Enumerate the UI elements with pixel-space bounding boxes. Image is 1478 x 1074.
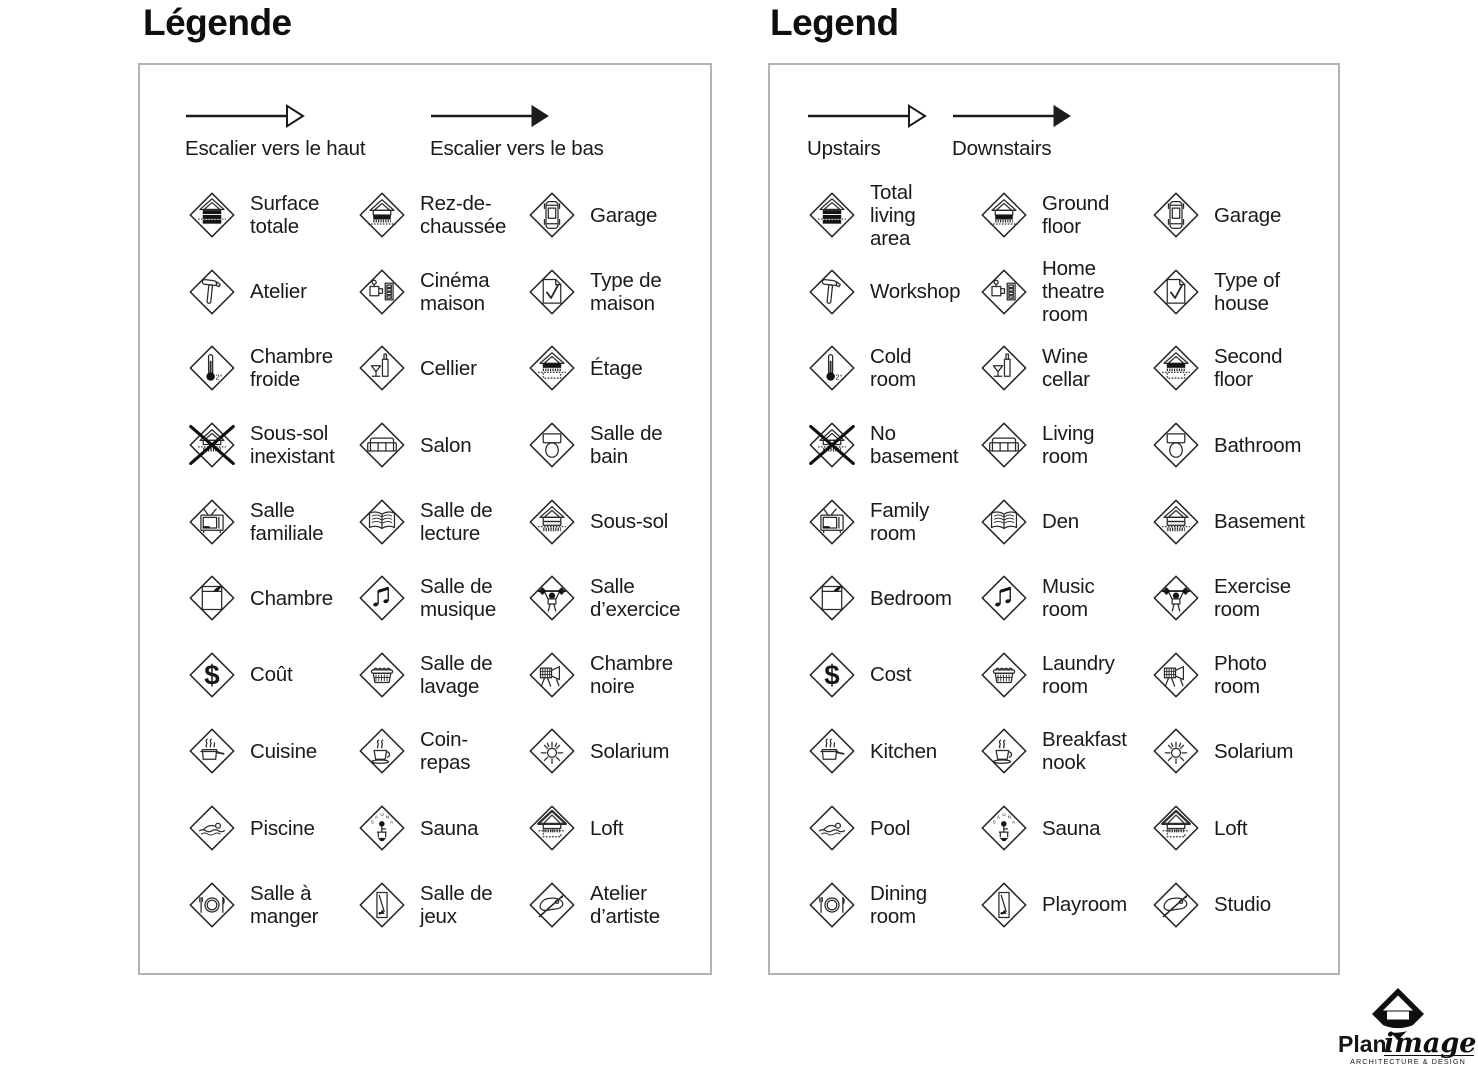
legend-entry-label: Cellier	[420, 356, 477, 380]
legend-entry-label: Cuisine	[250, 739, 317, 763]
sauna-icon	[980, 804, 1028, 852]
legend-entry	[808, 421, 980, 469]
legend-entry-label: Salle de jeux	[420, 881, 493, 928]
legend-entry-label: Exercise room	[1214, 575, 1292, 622]
logo-brand-italic: image	[1384, 1028, 1477, 1059]
living-room-icon	[980, 421, 1028, 469]
legend-entry	[808, 344, 980, 392]
stairs-up-arrow-item	[807, 103, 927, 161]
dining-room-icon	[188, 881, 236, 929]
legend-entry	[528, 344, 710, 392]
legend-entry-label: Cold room	[870, 345, 916, 392]
stairs-down-arrow-item	[952, 103, 1072, 161]
legend-row	[770, 790, 1338, 867]
dining-room-icon	[808, 881, 856, 929]
legend-entry	[358, 574, 528, 622]
legend-entry	[980, 421, 1152, 469]
legend-entry	[1152, 727, 1338, 775]
stairs-up-arrow-label: Escalier vers le haut	[185, 137, 366, 160]
legend-entry	[1152, 421, 1338, 469]
legend-entry	[358, 498, 528, 546]
total-living-area-icon	[188, 191, 236, 239]
legend-entry	[358, 191, 528, 239]
legend-entry	[528, 727, 710, 775]
legend-entry	[980, 574, 1152, 622]
legend-entry-label: Salle de lavage	[420, 651, 493, 698]
legend-rows	[140, 177, 710, 943]
svg-text:$: $	[204, 659, 220, 691]
legend-row	[140, 790, 710, 867]
legend-row	[770, 637, 1338, 714]
legend-entry	[528, 881, 710, 929]
legend-entry	[808, 268, 980, 316]
solarium-icon	[1152, 727, 1200, 775]
legend-entry-label: Cost	[870, 663, 912, 687]
pool-icon	[808, 804, 856, 852]
legend-panel-english	[768, 63, 1340, 975]
stairs-up-arrow-label: Upstairs	[807, 137, 881, 160]
legend-row	[140, 254, 710, 331]
den-icon	[980, 498, 1028, 546]
legend-entry	[1152, 498, 1338, 546]
legend-entry-label: Cinéma maison	[420, 268, 490, 315]
stairs-up-arrow-icon	[185, 103, 305, 129]
page-title-english: Legend	[770, 2, 899, 43]
legend-entry-label: Salle de lecture	[420, 498, 493, 545]
legend-entry-label: Salle à manger	[250, 881, 319, 928]
legend-entry	[808, 804, 980, 852]
legend-row	[770, 330, 1338, 407]
legend-entry-label: Laundry room	[1042, 651, 1115, 698]
music-room-icon	[358, 574, 406, 622]
legend-entry	[528, 651, 710, 699]
legend-entry-label: Ground floor	[1042, 192, 1110, 239]
legend-entry-label: Type of house	[1214, 268, 1280, 315]
cost-icon	[188, 651, 236, 699]
legend-entry	[808, 498, 980, 546]
legend-entry-label: Bedroom	[870, 586, 952, 610]
exercise-room-icon	[1152, 574, 1200, 622]
legend-entry	[808, 651, 980, 699]
stairs-down-arrow-label: Escalier vers le bas	[430, 137, 604, 160]
studio-icon	[1152, 881, 1200, 929]
legend-entry	[1152, 268, 1338, 316]
legend-entry	[528, 191, 710, 239]
legend-entry	[358, 268, 528, 316]
legend-entry-label: Atelier	[250, 280, 307, 304]
svg-text:N: N	[1007, 814, 1012, 820]
legend-entry-label: Music room	[1042, 575, 1095, 622]
legend-entry	[358, 651, 528, 699]
cost-icon	[808, 651, 856, 699]
family-room-icon	[808, 498, 856, 546]
legend-entry-label: Chambre	[250, 586, 333, 610]
legend-entry-label: Atelier d’artiste	[590, 881, 660, 928]
legend-entry-label: Pool	[870, 816, 911, 840]
bedroom-icon	[808, 574, 856, 622]
legend-entry	[188, 881, 358, 929]
legend-entry	[808, 181, 980, 250]
legend-row	[770, 713, 1338, 790]
legend-entry-label: Playroom	[1042, 893, 1127, 917]
legend-entry	[188, 574, 358, 622]
legend-entry-label: Rez-de- chaussée	[420, 192, 507, 239]
svg-text:S: S	[370, 819, 374, 825]
garage-icon	[528, 191, 576, 239]
legend-entry-label: Bathroom	[1214, 433, 1302, 457]
svg-text:A: A	[1011, 819, 1016, 825]
legend-panel-french	[138, 63, 712, 975]
legend-entry-label: Chambre noire	[590, 651, 673, 698]
music-room-icon	[980, 574, 1028, 622]
wine-cellar-icon	[980, 344, 1028, 392]
stairs-up-arrow-icon	[807, 103, 927, 129]
loft-icon	[528, 804, 576, 852]
legend-entry-label: Salle d’exercice	[590, 575, 681, 622]
workshop-icon	[188, 268, 236, 316]
legend-entry-label: Breakfast nook	[1042, 728, 1127, 775]
ground-floor-icon	[358, 191, 406, 239]
legend-entry-label: Second floor	[1214, 345, 1283, 392]
stair-arrows-group	[140, 103, 710, 177]
legend-entry-label: Home theatre room	[1042, 257, 1105, 327]
legend-entry	[188, 191, 358, 239]
legend-entry-label: Solarium	[590, 739, 670, 763]
page-title-french: Légende	[143, 2, 292, 43]
legend-entry	[980, 498, 1152, 546]
svg-text:A: A	[389, 819, 394, 825]
laundry-room-icon	[980, 651, 1028, 699]
legend-entry-label: Garage	[1214, 203, 1282, 227]
legend-entry-label: Basement	[1214, 510, 1305, 534]
second-floor-icon	[1152, 344, 1200, 392]
legend-entry-label: Sous-sol	[590, 510, 669, 534]
legend-row	[140, 637, 710, 714]
home-theatre-icon	[980, 268, 1028, 316]
legend-entry-label: Loft	[590, 816, 624, 840]
planimage-logo	[1336, 984, 1478, 1074]
legend-entry	[1152, 574, 1338, 622]
photo-room-icon	[528, 651, 576, 699]
bathroom-icon	[528, 421, 576, 469]
legend-entry	[358, 421, 528, 469]
legend-entry-label: Solarium	[1214, 739, 1294, 763]
kitchen-icon	[188, 727, 236, 775]
photo-room-icon	[1152, 651, 1200, 699]
legend-row	[770, 407, 1338, 484]
svg-text:2°: 2°	[215, 373, 223, 383]
legend-row	[770, 483, 1338, 560]
cold-room-icon	[808, 344, 856, 392]
stairs-down-arrow-label: Downstairs	[952, 137, 1052, 160]
legend-entry-label: Kitchen	[870, 739, 937, 763]
legend-entry-label: Chambre froide	[250, 345, 333, 392]
stair-arrows-group	[770, 103, 1338, 177]
legend-row	[140, 177, 710, 254]
legend-entry-label: Sous-sol inexistant	[250, 422, 335, 469]
wine-cellar-icon	[358, 344, 406, 392]
legend-entry	[188, 498, 358, 546]
svg-text:2°: 2°	[835, 373, 843, 383]
breakfast-nook-icon	[980, 727, 1028, 775]
legend-row	[770, 560, 1338, 637]
den-icon	[358, 498, 406, 546]
planimage-diamond-house-icon	[1336, 984, 1478, 1074]
legend-entry	[528, 498, 710, 546]
legend-entry	[980, 881, 1152, 929]
legend-entry	[358, 727, 528, 775]
legend-entry-label: Coût	[250, 663, 293, 687]
legend-row	[770, 177, 1338, 254]
stairs-up-arrow-item	[185, 103, 365, 161]
legend-row	[140, 483, 710, 560]
legend-row	[140, 713, 710, 790]
legend-entry	[528, 268, 710, 316]
legend-entry-label: Sauna	[420, 816, 479, 840]
legend-entry-label: Salon	[420, 433, 472, 457]
legend-entry	[1152, 881, 1338, 929]
stairs-down-arrow-icon	[952, 103, 1072, 129]
legend-row	[770, 866, 1338, 943]
legend-entry-label: Photo room	[1214, 651, 1267, 698]
legend-entry	[1152, 344, 1338, 392]
legend-entry-label: Piscine	[250, 816, 315, 840]
logo-brand-bold: Plan	[1338, 1031, 1387, 1057]
playroom-icon	[980, 881, 1028, 929]
legend-entry	[188, 421, 358, 469]
stairs-down-arrow-item	[430, 103, 604, 161]
legend-entry	[188, 804, 358, 852]
garage-icon	[1152, 191, 1200, 239]
legend-rows	[770, 177, 1338, 943]
no-basement-icon	[188, 421, 236, 469]
legend-entry	[808, 881, 980, 929]
workshop-icon	[808, 268, 856, 316]
legend-entry-label: Family room	[870, 498, 930, 545]
legend-entry-label: Coin- repas	[420, 728, 471, 775]
svg-text:S: S	[992, 819, 996, 825]
legend-entry-label: Garage	[590, 203, 658, 227]
legend-entry-label: Workshop	[870, 280, 961, 304]
cold-room-icon	[188, 344, 236, 392]
sauna-icon	[358, 804, 406, 852]
legend-entry	[1152, 804, 1338, 852]
legend-entry-label: Salle de musique	[420, 575, 497, 622]
legend-entry-label: Total living area	[870, 180, 916, 250]
legend-entry	[528, 804, 710, 852]
studio-icon	[528, 881, 576, 929]
legend-entry-label: No basement	[870, 422, 959, 469]
legend-entry	[528, 574, 710, 622]
type-of-house-icon	[1152, 268, 1200, 316]
legend-entry	[980, 257, 1152, 326]
bedroom-icon	[188, 574, 236, 622]
legend-entry	[188, 651, 358, 699]
legend-entry	[358, 344, 528, 392]
legend-entry	[1152, 651, 1338, 699]
legend-entry-label: Type de maison	[590, 268, 662, 315]
bathroom-icon	[1152, 421, 1200, 469]
living-room-icon	[358, 421, 406, 469]
basement-icon	[1152, 498, 1200, 546]
total-living-area-icon	[808, 191, 856, 239]
legend-entry	[980, 727, 1152, 775]
legend-row	[140, 330, 710, 407]
family-room-icon	[188, 498, 236, 546]
solarium-icon	[528, 727, 576, 775]
legend-entry-label: Den	[1042, 510, 1080, 534]
legend-entry-label: Surface totale	[250, 192, 320, 239]
legend-row	[140, 866, 710, 943]
svg-text:N: N	[385, 814, 390, 820]
svg-text:$: $	[824, 659, 840, 691]
legend-entry-label: Salle familiale	[250, 498, 324, 545]
laundry-room-icon	[358, 651, 406, 699]
kitchen-icon	[808, 727, 856, 775]
legend-entry	[980, 651, 1152, 699]
svg-text:U: U	[380, 812, 384, 818]
legend-entry-label: Salle de bain	[590, 422, 663, 469]
second-floor-icon	[528, 344, 576, 392]
legend-entry	[980, 804, 1152, 852]
exercise-room-icon	[528, 574, 576, 622]
legend-row	[140, 407, 710, 484]
legend-entry-label: Studio	[1214, 893, 1271, 917]
pool-icon	[188, 804, 236, 852]
legend-entry-label: Loft	[1214, 816, 1248, 840]
playroom-icon	[358, 881, 406, 929]
no-basement-icon	[808, 421, 856, 469]
ground-floor-icon	[980, 191, 1028, 239]
legend-entry	[358, 804, 528, 852]
legend-entry	[980, 344, 1152, 392]
type-of-house-icon	[528, 268, 576, 316]
legend-entry	[188, 727, 358, 775]
legend-entry	[808, 727, 980, 775]
stairs-down-arrow-icon	[430, 103, 550, 129]
legend-row	[140, 560, 710, 637]
breakfast-nook-icon	[358, 727, 406, 775]
basement-icon	[528, 498, 576, 546]
legend-entry	[1152, 191, 1338, 239]
svg-text:A: A	[996, 814, 1000, 820]
legend-row	[770, 254, 1338, 331]
legend-entry-label: Dining room	[870, 881, 927, 928]
legend-entry	[528, 421, 710, 469]
legend-entry-label: Sauna	[1042, 816, 1101, 840]
legend-entry	[188, 268, 358, 316]
legend-entry	[188, 344, 358, 392]
legend-entry	[358, 881, 528, 929]
home-theatre-icon	[358, 268, 406, 316]
legend-entry	[980, 191, 1152, 239]
loft-icon	[1152, 804, 1200, 852]
legend-entry-label: Étage	[590, 356, 643, 380]
svg-text:U: U	[1002, 812, 1006, 818]
legend-entry	[808, 574, 980, 622]
legend-entry-label: Living room	[1042, 422, 1095, 469]
logo-tagline: ARCHITECTURE & DESIGN	[1350, 1057, 1466, 1066]
legend-entry-label: Wine cellar	[1042, 345, 1090, 392]
svg-text:A: A	[374, 814, 378, 820]
